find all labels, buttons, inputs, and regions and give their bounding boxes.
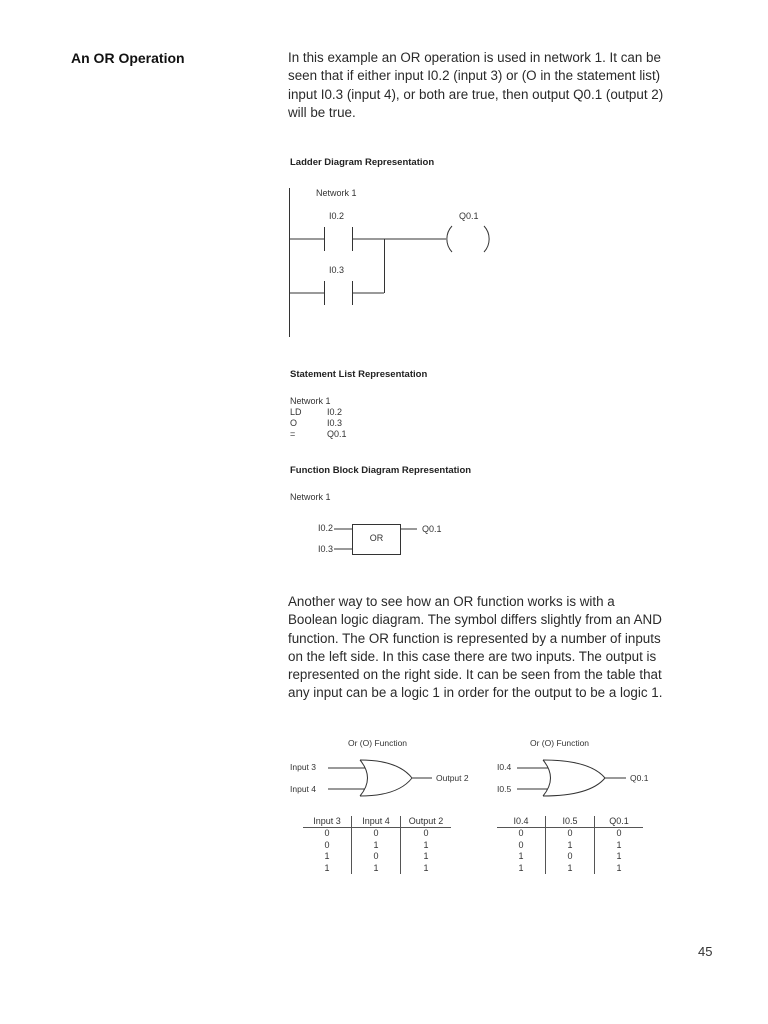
fbd-network-label: Network 1 bbox=[290, 492, 331, 502]
table-cell: 0 bbox=[497, 840, 546, 852]
table-cell: 1 bbox=[546, 863, 595, 875]
intro-line: In this example an OR operation is used in network 1. It can be bbox=[288, 50, 661, 65]
stl-address: I0.3 bbox=[327, 418, 343, 428]
table-cell: 1 bbox=[352, 863, 401, 875]
section-heading: An OR Operation bbox=[71, 50, 185, 66]
or-gate-body bbox=[543, 760, 605, 796]
table-row bbox=[497, 863, 643, 875]
table-cell: 0 bbox=[546, 828, 595, 840]
right-truth-table bbox=[497, 816, 643, 874]
table-cell: 1 bbox=[616, 862, 622, 873]
table-cell: 1 bbox=[497, 851, 546, 863]
table-cell: 0 bbox=[423, 828, 429, 838]
intro-line: will be true. bbox=[288, 104, 356, 120]
coil-q01-label: Q0.1 bbox=[459, 211, 479, 221]
table-cell: 1 bbox=[423, 839, 429, 850]
left-gate-output: Output 2 bbox=[436, 773, 469, 783]
table-cell: 0 bbox=[352, 851, 401, 863]
stl-title: Statement List Representation bbox=[290, 369, 428, 380]
stl-op: = bbox=[290, 429, 296, 439]
table-row bbox=[303, 863, 451, 875]
contact-i03-label: I0.3 bbox=[329, 265, 345, 275]
page-number: 45 bbox=[698, 944, 713, 959]
left-truth-table bbox=[303, 816, 451, 874]
table-row bbox=[497, 840, 643, 852]
table-cell: 0 bbox=[303, 840, 352, 852]
table-cell: 0 bbox=[497, 828, 546, 840]
column-header: Output 2 bbox=[401, 816, 452, 828]
fbd-input2-label: I0.3 bbox=[318, 544, 334, 554]
boolean-line: on the left side. In this case there are two inputs. The output is bbox=[288, 648, 657, 664]
table-cell: 1 bbox=[546, 840, 595, 852]
table-cell: 1 bbox=[352, 840, 401, 852]
stl-op: O bbox=[290, 418, 298, 428]
table-row bbox=[497, 828, 643, 840]
stl-address: I0.2 bbox=[327, 407, 343, 417]
left-gate-title: Or (O) Function bbox=[348, 738, 408, 748]
ladder-network-label: Network 1 bbox=[316, 188, 357, 198]
boolean-line: represented on the right side. It can be seen from the table that bbox=[288, 667, 662, 683]
boolean-line: Another way to see how an OR function works is with a bbox=[288, 594, 615, 609]
left-gate-input2: Input 4 bbox=[290, 784, 316, 794]
column-header: Input 3 bbox=[303, 816, 352, 828]
column-header: Q0.1 bbox=[595, 816, 644, 828]
boolean-line: function. The OR function is represented by a number of inputs bbox=[288, 630, 661, 646]
table-cell: 1 bbox=[423, 862, 429, 873]
table-cell: 1 bbox=[497, 863, 546, 875]
table-header-row bbox=[497, 816, 643, 828]
column-header: I0.5 bbox=[546, 816, 595, 828]
fbd-title: Function Block Diagram Representation bbox=[290, 465, 472, 476]
boolean-line: Boolean logic diagram. The symbol differs slightly from an AND bbox=[288, 612, 662, 628]
ladder-title: Ladder Diagram Representation bbox=[290, 157, 435, 168]
table-cell: 1 bbox=[303, 863, 352, 875]
or-gate-back-curve bbox=[543, 760, 551, 796]
fbd-output-label: Q0.1 bbox=[422, 524, 442, 534]
table-cell: 0 bbox=[546, 851, 595, 863]
intro-line: input I0.3 (input 4), or both are true, then output Q0.1 (output 2) bbox=[288, 86, 664, 102]
table-row bbox=[303, 851, 451, 863]
stl-op: LD bbox=[290, 407, 302, 417]
table-cell: 1 bbox=[616, 851, 622, 861]
intro-line: seen that if either input I0.2 (input 3) or (O in the statement list) bbox=[288, 68, 661, 84]
column-header: Input 4 bbox=[352, 816, 401, 828]
table-cell: 1 bbox=[616, 839, 622, 850]
table-row bbox=[497, 851, 643, 863]
table-row bbox=[303, 840, 451, 852]
table-cell: 0 bbox=[616, 828, 622, 838]
stl-network-label: Network 1 bbox=[290, 396, 331, 406]
right-gate-input1: I0.4 bbox=[497, 762, 512, 772]
right-gate-title: Or (O) Function bbox=[530, 738, 590, 748]
right-gate-output: Q0.1 bbox=[630, 773, 649, 783]
column-header: I0.4 bbox=[497, 816, 546, 828]
table-cell: 1 bbox=[423, 851, 429, 861]
contact-i02-label: I0.2 bbox=[329, 211, 345, 221]
or-block-label: OR bbox=[369, 533, 384, 543]
table-cell: 0 bbox=[303, 828, 352, 840]
fbd-input1-label: I0.2 bbox=[318, 523, 334, 533]
table-cell: 0 bbox=[352, 828, 401, 840]
table-row bbox=[303, 828, 451, 840]
table-cell: 1 bbox=[303, 851, 352, 863]
stl-address: Q0.1 bbox=[327, 429, 347, 439]
table-header-row bbox=[303, 816, 451, 828]
right-gate-input2: I0.5 bbox=[497, 784, 512, 794]
left-gate-input1: Input 3 bbox=[290, 762, 316, 772]
boolean-line: any input can be a logic 1 in order for the output to be a logic 1. bbox=[288, 685, 663, 701]
